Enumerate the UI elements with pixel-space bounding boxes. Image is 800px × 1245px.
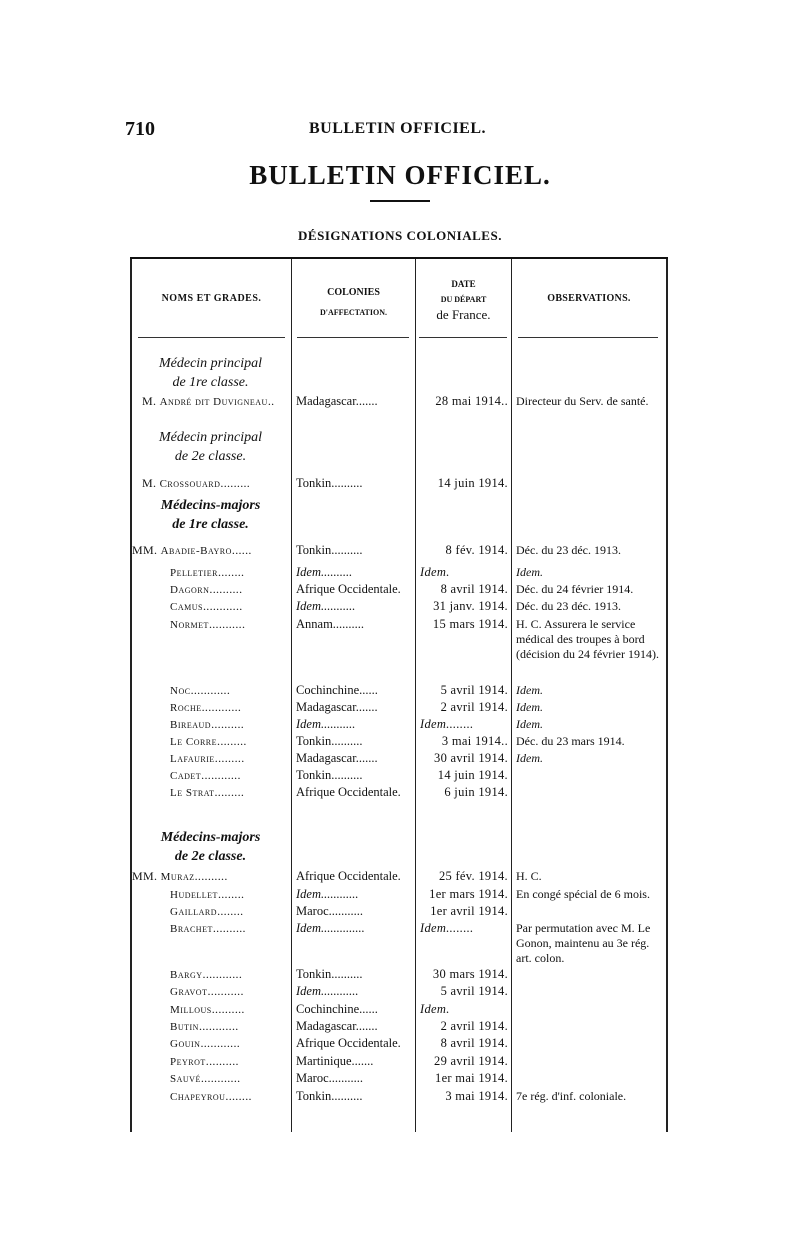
name-prefix: MM. [132,543,158,557]
colony-cell: Tonkin.......... [296,768,363,782]
departure-date-cell: 14 juin 1914. [437,768,508,782]
header-rule [138,337,285,338]
name-cell [170,967,242,982]
name-prefix: MM. [132,869,158,883]
name-cell [142,394,274,409]
departure-date-cell: 30 avril 1914. [434,751,508,765]
grade-heading-line2: de 1re classe. [172,375,249,390]
observation-cell: Déc. du 24 février 1914. [516,582,634,596]
observation-cell: Idem. [516,717,543,731]
leader-dots: ............ [201,700,242,714]
person-name: Le Strat [170,787,215,799]
departure-date-cell: 2 avril 1914. [440,1019,508,1033]
colony-cell: Afrique Occidentale. [296,1036,401,1050]
observation-cell: Directeur du Serv. de santé. [516,394,649,408]
name-cell [170,751,245,766]
colony-cell: Madagascar....... [296,751,378,765]
colony-cell: Tonkin.......... [296,543,363,557]
colony-cell: Madagascar....... [296,700,378,714]
leader-dots: ............ [200,1071,241,1085]
grade-heading [130,496,291,534]
name-cell [170,617,245,632]
name-cell [170,599,243,614]
leader-dots: ............ [201,768,241,782]
colony-cell: Annam.......... [296,617,365,631]
observation-cell: Idem. [516,565,543,579]
departure-date-cell: 31 janv. 1914. [433,599,508,613]
leader-dots: ............ [190,683,231,697]
name-cell [170,984,244,999]
grade-heading-line1: Médecins-majors [160,498,261,513]
grade-heading-line2: de 1re classe. [172,517,249,532]
leader-dots: ............ [202,599,243,613]
name-prefix: M. [142,476,157,490]
table-border-right [666,259,668,1132]
leader-dots: ............ [202,967,243,981]
header-observations: OBSERVATIONS. [547,293,631,304]
departure-date-cell: 8 avril 1914. [440,582,508,596]
person-name: Cadet [170,770,202,782]
person-name: André dit Duvigneau [159,396,268,408]
leader-dots: ........ [217,904,244,918]
departure-date-cell: 30 mars 1914. [432,967,508,981]
person-name: Abadie-Bayro [160,545,232,557]
colony-cell: Tonkin.......... [296,476,363,490]
section-title: DÉSIGNATIONS COLONIALES. [298,228,502,243]
departure-date-cell: Idem. [420,565,450,579]
departure-date-cell: 3 mai 1914. [445,1089,508,1103]
observation-cell: Idem. [516,683,543,697]
grade-heading-line1: Médecin principal [158,356,263,371]
observation-cell: H. C. [516,869,542,883]
person-name: Millous [170,1004,212,1016]
departure-date-cell: 25 fév. 1914. [438,869,508,883]
person-name: Pelletier [170,567,218,579]
running-head [125,118,670,140]
colony-cell: Tonkin.......... [296,734,363,748]
name-cell [170,904,243,919]
observation-cell: Par permutation avec M. Le Gonon, maintenu au 3e rég. art. colon. [516,921,651,965]
title-divider [370,200,430,202]
person-name: Normet [170,619,209,631]
name-cell [170,1071,240,1086]
leader-dots: ........... [207,984,244,998]
colony-cell: Cochinchine...... [296,1002,378,1016]
colony-cell: Idem.............. [296,921,365,935]
person-name: Sauvé [170,1073,201,1085]
departure-date-cell: 29 avril 1914. [434,1054,508,1068]
grade-heading-line1: Médecin principal [158,430,263,445]
name-cell [170,1089,252,1104]
observation-cell: Idem. [516,751,543,765]
observation-cell: 7e rég. d'inf. coloniale. [516,1089,627,1103]
name-cell [170,921,246,936]
page-title: BULLETIN OFFICIEL. [249,160,551,190]
leader-dots: ........ [225,1089,252,1103]
departure-date-cell: 5 avril 1914. [440,984,508,998]
header-noms: NOMS ET GRADES. [161,293,262,304]
leader-dots: ........... [208,617,246,631]
colony-cell: Idem........... [296,599,356,613]
grade-heading [130,354,291,392]
departure-date-cell: 2 avril 1914. [440,700,508,714]
departure-date-cell: 1er mai 1914. [435,1071,508,1085]
colony-cell: Afrique Occidentale. [296,869,401,883]
departure-date-cell: 1er avril 1914. [430,904,508,918]
leader-dots: ......... [220,476,251,490]
grade-heading-line1: Médecins-majors [160,830,261,845]
name-cell [132,543,252,558]
person-name: Crossouard [159,478,221,490]
name-prefix: M. [142,394,157,408]
leader-dots: .......... [212,921,246,935]
person-name: Chapeyrou [170,1091,226,1103]
departure-date-cell: 28 mai 1914.. [435,394,508,408]
person-name: Bargy [170,969,203,981]
departure-date-cell: 6 juin 1914. [444,785,508,799]
colony-cell: Martinique....... [296,1054,374,1068]
name-cell [170,1019,239,1034]
leader-dots: .......... [211,1002,245,1016]
grade-heading-line2: de 2e classe. [174,849,247,864]
leader-dots: ......... [214,751,245,765]
person-name: Bireaud [170,719,212,731]
leader-dots: ............ [198,1019,239,1033]
leader-dots: ......... [214,785,245,799]
name-cell [170,683,230,698]
colony-cell: Idem........... [296,717,356,731]
header-colonies-main: COLONIES [327,287,380,298]
leader-dots: .. [267,394,275,408]
name-cell [170,1036,240,1051]
person-name: Gaillard [170,906,218,918]
colony-cell: Tonkin.......... [296,967,363,981]
name-cell [170,785,244,800]
leader-dots: .......... [211,717,245,731]
departure-date-cell: 5 avril 1914. [440,683,508,697]
observation-cell: H. C. Assurera le service médical des troupes à bord (décision du 24 février 1914). [516,617,659,661]
running-title: BULLETIN OFFICIEL. [308,120,487,137]
person-name: Roche [170,702,202,714]
person-name: Camus [170,601,203,613]
departure-date-cell: Idem. [420,1002,450,1016]
column-divider [511,259,512,1132]
person-name: Lafaurie [170,753,215,765]
name-cell [170,565,244,580]
header-date-line1: DATE [451,279,476,289]
colony-cell: Maroc........... [296,1071,363,1085]
leader-dots: .......... [194,869,228,883]
colony-cell: Maroc........... [296,904,363,918]
leader-dots: ........ [217,887,245,901]
departure-date-cell: 14 juin 1914. [437,476,508,490]
person-name: Peyrot [170,1056,206,1068]
name-cell [170,700,241,715]
person-name: Brachet [170,923,213,935]
observation-cell: En congé spécial de 6 mois. [516,887,650,901]
name-cell [170,717,244,732]
colony-cell: Madagascar....... [296,394,378,408]
name-cell [132,869,228,884]
header-date-line2: DU DÉPART [440,295,487,304]
colony-cell: Cochinchine...... [296,683,378,697]
observation-cell: Déc. du 23 déc. 1913. [516,599,621,613]
observation-cell: Idem. [516,700,543,714]
person-name: Muraz [160,871,195,883]
departure-date-cell: Idem........ [420,921,474,935]
name-cell [170,887,244,902]
colony-cell: Afrique Occidentale. [296,582,401,596]
name-cell [170,1054,239,1069]
observation-cell: Déc. du 23 déc. 1913. [516,543,621,557]
colony-cell: Idem............ [296,887,359,901]
name-cell [170,582,242,597]
header-colonies [292,283,415,323]
colony-cell: Idem............ [296,984,359,998]
colony-cell: Madagascar....... [296,1019,378,1033]
person-name: Dagorn [170,584,210,596]
person-name: Gouin [170,1038,201,1050]
departure-date-cell: 1er mars 1914. [429,887,508,901]
header-rule [518,337,658,338]
person-name: Hudellet [170,889,218,901]
person-name: Noc [170,685,191,697]
name-cell [170,734,247,749]
departure-date-cell: 8 avril 1914. [440,1036,508,1050]
departure-date-cell: Idem........ [420,717,474,731]
column-divider [415,259,416,1132]
name-cell [142,476,250,491]
grade-heading [130,828,291,866]
header-rule [419,337,507,338]
person-name: Le Corre [170,736,218,748]
header-rule [297,337,409,338]
departure-date-cell: 3 mai 1914.. [441,734,508,748]
colony-cell: Tonkin.......... [296,1089,363,1103]
column-divider [291,259,292,1132]
colony-cell: Idem.......... [296,565,353,579]
page-number: 710 [125,118,155,140]
observation-cell: Déc. du 23 mars 1914. [516,734,625,748]
header-colonies-sub: D'AFFECTATION. [319,308,388,317]
name-cell [170,768,241,783]
colony-cell: Afrique Occidentale. [296,785,401,799]
person-name: Gravot [170,986,208,998]
grade-heading-line2: de 2e classe. [174,449,247,464]
designations-table [130,257,668,1132]
header-date-line3: de France. [436,307,491,322]
departure-date-cell: 15 mars 1914. [432,617,508,631]
leader-dots: ........ [217,565,245,579]
header-date [416,277,511,322]
leader-dots: .......... [205,1054,239,1068]
leader-dots: ......... [217,734,247,748]
leader-dots: ...... [231,543,252,557]
leader-dots: .......... [209,582,243,596]
grade-heading [130,428,291,466]
departure-date-cell: 8 fév. 1914. [445,543,508,557]
leader-dots: ............ [200,1036,241,1050]
person-name: Butin [170,1021,199,1033]
name-cell [170,1002,245,1017]
